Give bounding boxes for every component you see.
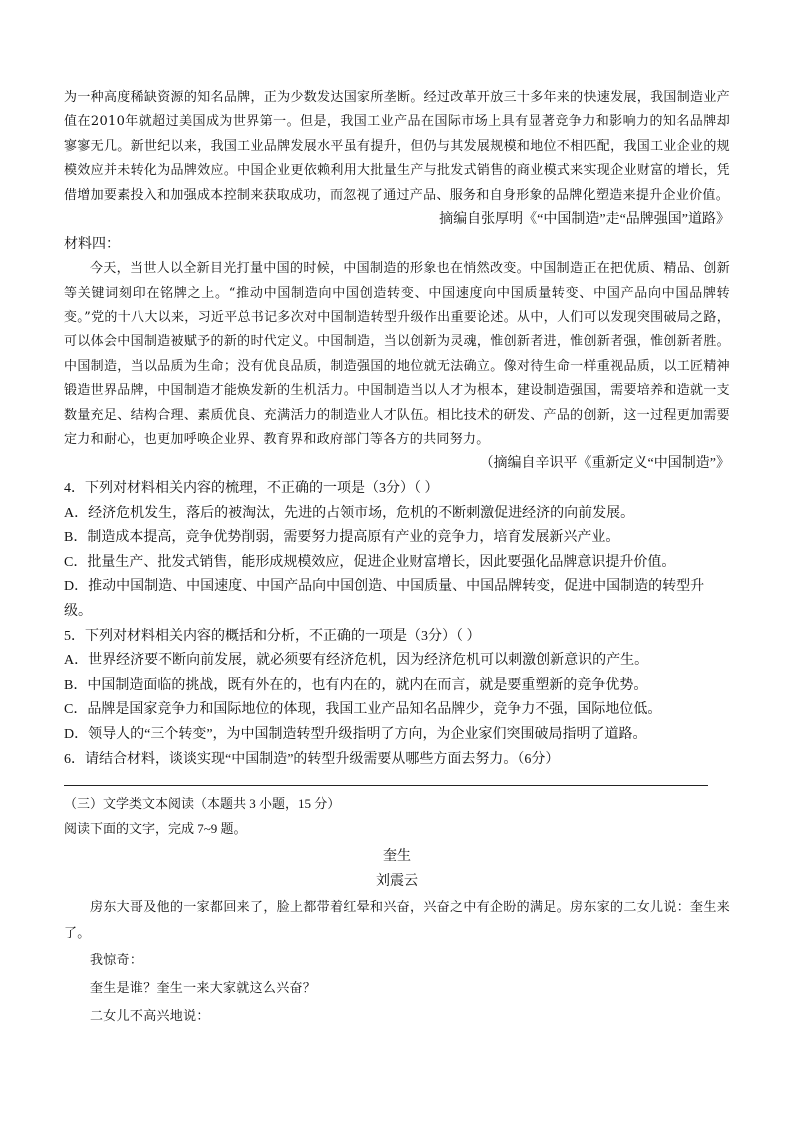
question-4-option-a: A．经济危机发生，落后的被淘汰，先进的占领市场，危机的不断刺激促进经济的向前发展。 (64, 505, 635, 521)
material4-source: （摘编自辛识平《重新定义“中国制造”》 (479, 456, 730, 472)
question-5-option-a: A．世界经济要不断向前发展，就必须要有经济危机，因为经济危机可以刺激创新意识的产生。 (64, 653, 649, 669)
question-5-option-b: B．中国制造面临的挑战，既有外在的，也有内在的，就内在而言，就是要重塑新的竞争优势。 (64, 677, 648, 693)
story-body (64, 895, 730, 1031)
question-4 (64, 477, 730, 625)
story-paragraph: 奎生是谁？奎生一来大家就这么兴奋？ (90, 980, 317, 996)
question-5-stem: 5．下列对材料相关内容的概括和分析，不正确的一项是（3分）（ ） (64, 628, 481, 644)
question-4-stem: 4．下列对材料相关内容的梳理，不正确的一项是（3分）（ ） (64, 481, 439, 497)
question-6-stem: 6．请结合材料，谈谈实现“中国制造”的转型升级需要从哪些方面去努力。（6分） (64, 751, 560, 767)
story-author: 刘震云 (376, 873, 418, 889)
question-4-option-b: B．制造成本提高，竞争优势削弱，需要努力提高原有产业的竞争力，培育发展新兴产业。 (64, 530, 620, 546)
material4-label: 材料四： (64, 236, 120, 252)
story-title: 奎生 (383, 849, 411, 865)
question-5-option-d: D．领导人的“三个转变”，为中国制造转型升级指明了方向，为企业家们突围破局指明了道路。 (64, 727, 647, 742)
story-paragraph: 我惊奇： (90, 952, 144, 968)
question-4-option-d: D．推动中国制造、中国速度、中国产品向中国创造、中国质量、中国品牌转变，促进中国制造的转型升级。 (64, 579, 705, 620)
section3-heading: （三）文学类文本阅读（本题共 3 小题，15 分） (64, 796, 341, 812)
story-paragraph: 房东大哥及他的一家都回来了，脸上都带着红晕和兴奋，兴奋之中有企盼的满足。房东家的二女儿说：奎生来了。 (64, 899, 730, 941)
material3-source: 摘编自张厚明《“中国制造”走“品牌强国”道路》 (439, 212, 730, 228)
material3-paragraph: 为一种高度稀缺资源的知名品牌，正为少数发达国家所垄断。经过改革开放三十多年来的快速发展，我国制造业产值在2010年就超过美国成为世界第一。但是，我国工业产品在国际市场上具有显著竞争力和影响力的知名品牌却寥寥无几。新世纪以来，我国工业品牌发展水平虽有提升，但仍与其发展规模和地位不相匹配，我国工业企业的规模效应并未转化为品牌效应。中国企业更依赖利用大批量生产与批发式销售的商业模式来实现企业财富的增长，凭借增加要素投入和加强成本控制来获取成功，而忽视了通过产品、服务和自身形象的品牌化塑造来提升企业价值。 (64, 90, 730, 203)
section-divider (64, 785, 708, 786)
story-paragraph: 二女儿不高兴地说： (90, 1008, 210, 1024)
material4-paragraph: 今天，当世人以全新目光打量中国的时候，中国制造的形象也在悄然改变。中国制造正在把优质、精品、创新等关键词刻印在铭牌之上。“推动中国制造向中国创造转变、中国速度向中国质量转变、中国产品向中国品牌转变。”党的十八大以来，习近平总书记多次对中国制造转型升级作出重要论述。从中，人们可以发现突围破局之路，可以体会中国制造被赋予的新的时代定义。中国制造，当以创新为灵魂，惟创新者进，惟创新者强，惟创新者胜。中国制造，当以品质为生命；没有优良品质，制造强国的地位就无法确立。像对待生命一样重视品质，以工匠精神锻造世界品牌，中国制造才能焕发新的生机活力。中国制造当以人才为根本，建设制造强国，需要培养和造就一支数量充足、结构合理、素质优良、充满活力的制造业人才队伍。相比技术的研发、产品的创新，这一过程更加需要定力和耐心，也更加呼唤企业界、教育界和政府部门等各方的共同努力。 (64, 261, 730, 448)
document-page (64, 86, 730, 1031)
question-5-option-c: C．品牌是国家竞争力和国际地位的体现，我国工业产品知名品牌少，竞争力不强，国际地位低。 (64, 702, 662, 718)
question-5 (64, 625, 730, 748)
section3-instruction: 阅读下面的文字，完成 7~9 题。 (64, 820, 247, 836)
question-4-option-c: C．批量生产、批发式销售，能形成规模效应，促进企业财富增长，因此要强化品牌意识提升价值。 (64, 554, 676, 570)
